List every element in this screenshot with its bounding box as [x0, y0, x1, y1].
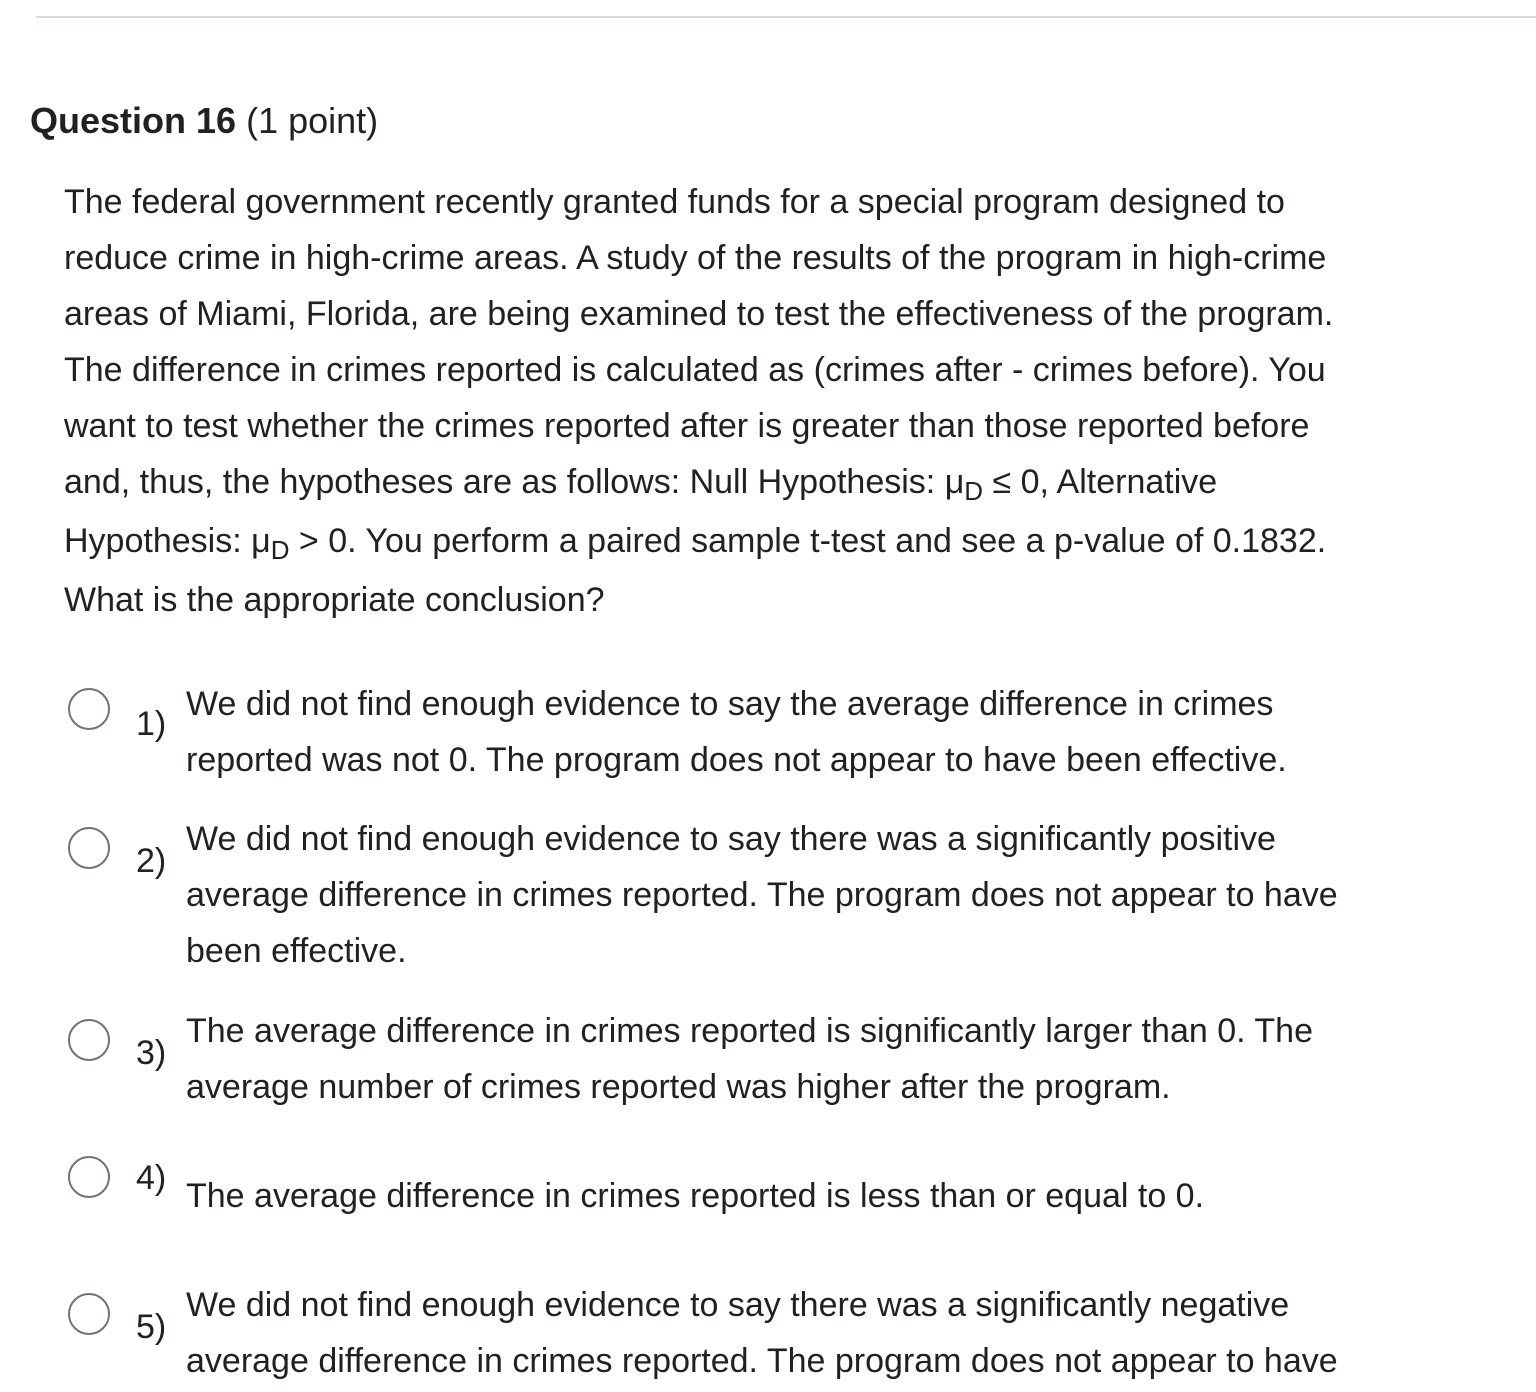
option-line: The average difference in crimes reported is less than or equal to 0.	[186, 1177, 1205, 1215]
stem-text: Hypothesis: μ	[64, 522, 271, 560]
radio-button[interactable]	[68, 827, 110, 869]
stem-line: want to test whether the crimes reported after is greater than those reported before	[64, 407, 1310, 445]
option-text[interactable]	[186, 676, 1287, 788]
stem-line: areas of Miami, Florida, are being examined to test the effectiveness of the program.	[64, 295, 1334, 333]
radio-button[interactable]	[68, 1293, 110, 1335]
stem-line: The federal government recently granted funds for a special program designed to	[64, 183, 1285, 221]
stem-line: reduce crime in high-crime areas. A study of the results of the program in high-crime	[64, 239, 1327, 277]
option-line: We did not find enough evidence to say the average difference in crimes	[186, 685, 1274, 723]
option-number: 4)	[136, 1159, 167, 1197]
option-line: We did not find enough evidence to say there was a significantly negative	[186, 1286, 1290, 1324]
mu-subscript: D	[964, 476, 984, 506]
stem-line-null-hypothesis	[64, 454, 1514, 510]
question-header	[30, 98, 378, 144]
option-text[interactable]	[186, 811, 1338, 979]
radio-button[interactable]	[68, 1019, 110, 1061]
option-line: We did not find enough evidence to say there was a significantly positive	[186, 820, 1276, 858]
stem-text: ≤ 0, Alternative	[983, 463, 1218, 501]
option-line: been effective.	[186, 932, 407, 970]
option-number: 2)	[136, 842, 167, 880]
option-text[interactable]	[186, 1003, 1313, 1115]
option-text[interactable]	[186, 1168, 1204, 1224]
stem-line: The difference in crimes reported is calculated as (crimes after - crimes before). You	[64, 351, 1326, 389]
option-line: average difference in crimes reported. The program does not appear to have	[186, 876, 1338, 914]
option-number: 1)	[136, 705, 167, 743]
radio-button[interactable]	[68, 1156, 110, 1198]
mu-subscript: D	[270, 535, 290, 565]
radio-button[interactable]	[68, 688, 110, 730]
question-title: Question 16	[30, 100, 237, 141]
option-line: average number of crimes reported was higher after the program.	[186, 1068, 1171, 1106]
option-number: 5)	[136, 1308, 167, 1346]
stem-text: > 0. You perform a paired sample t-test and see a p-value of 0.1832.	[289, 522, 1327, 560]
option-number: 3)	[136, 1034, 167, 1072]
option-line: average difference in crimes reported. The program does not appear to have	[186, 1342, 1338, 1380]
question-points: (1 point)	[246, 100, 379, 141]
option-text[interactable]	[186, 1277, 1338, 1389]
option-line: The average difference in crimes reported is significantly larger than 0. The	[186, 1012, 1313, 1050]
top-divider	[36, 16, 1536, 18]
stem-line-alt-hypothesis	[64, 510, 1514, 572]
stem-text: and, thus, the hypotheses are as follows: Null Hypothesis: μ	[64, 463, 965, 501]
stem-line: What is the appropriate conclusion?	[64, 581, 605, 619]
option-line: reported was not 0. The program does not appear to have been effective.	[186, 741, 1287, 779]
question-stem	[64, 174, 1514, 628]
